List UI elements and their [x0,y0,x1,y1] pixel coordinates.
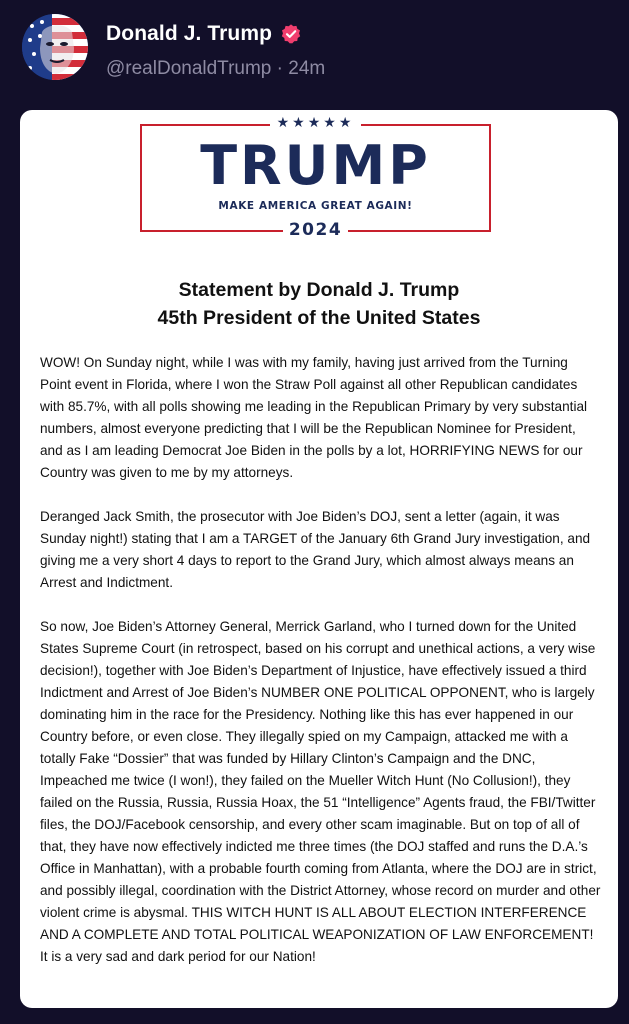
statement-paragraph-1: WOW! On Sunday night, while I was with my family, having just arrived from the Turning Point event in Florida, where I won the Straw Poll against all other Republican candidates with 85.7%, with all polls showing me leading in the Republican Primary by very substantial numbers, almost everyone predicting that I will be the Republican Nominee for President, and as I am leading Democrat Joe Biden in the polls by a lot, HORRIFYING NEWS for our Country was given to me by my attorneys. [40,355,588,480]
logo-name: TRUMP [200,134,431,197]
author-name[interactable]: Donald J. Trump [106,22,273,45]
campaign-logo [140,115,491,240]
statement-paragraph-2: Deranged Jack Smith, the prosecutor with Joe Biden’s DOJ, sent a letter (again, it was Sunday night!) stating that I am a TARGET of the January 6th Grand Jury investigation, and giving me a very short 4 days to report to the Grand Jury, which almost always means an Arrest and Indictment. [40,509,591,590]
logo-stars-text: ★★★★★ [270,115,362,131]
flag-portrait-icon [22,14,88,80]
statement-paragraph-3: So now, Joe Biden’s Attorney General, Merrick Garland, who I turned down for the United States Supreme Court (in retrospect, based on his corrupt and unethical actions, a very wise decision!), together with Joe Biden’s Department of Injustice, have effectively issued a third Indictment and Arrest of Joe Biden’s NUMBER ONE POLITICAL OPPONENT, who is largely dominating him in the race for the Presidency. Nothing like this has ever happened in our Country before, or even close. They illegally spied on my Campaign, attacked me with a totally Fake “Dossier” that was funded by Hillary Clinton’s Campaign and the DNC, Impeached me twice (I won!), they failed on the Mueller Witch Hunt (No Collusion!), they failed on the Russia, Russia, Russia Hoax, the 51 “Intelligence” Agents fraud, the FBI/Twitter files, the DOJ/Facebook censorship, and every other scam imaginable. But on top of all of that, they have now effectively indicted me three times (the DOJ staffed and runs the D.A.’s Office in Manhattan), with a probable fourth coming from Atlanta, where the DOJ are in strict, and possibly illegal, coordination with the District Attorney, whose record on murder and other violent crime is abysmal. THIS WITCH HUNT IS ALL ABOUT ELECTION INTERFERENCE AND A COMPLETE AND TOTAL POLITICAL WEAPONIZATION OF LAW ENFORCEMENT! It is a very sad and dark period for our Nation! [40,619,601,964]
avatar[interactable] [22,14,88,80]
statement-body [40,352,602,990]
statement-image-card[interactable] [20,110,618,1008]
statement-title [20,276,618,332]
statement-title-line-1: Statement by Donald J. Trump [178,279,460,301]
author-handle-timestamp: @realDonaldTrump · 24m [106,58,326,79]
verified-badge-icon [280,23,302,45]
logo-slogan: MAKE AMERICA GREAT AGAIN! [218,200,413,212]
logo-year-text: 2024 [283,220,348,240]
author-name-row [106,20,302,48]
logo-stars [142,114,489,132]
logo-year [142,220,489,240]
statement-title-line-2: 45th President of the United States [157,307,481,329]
post-header [22,14,612,86]
